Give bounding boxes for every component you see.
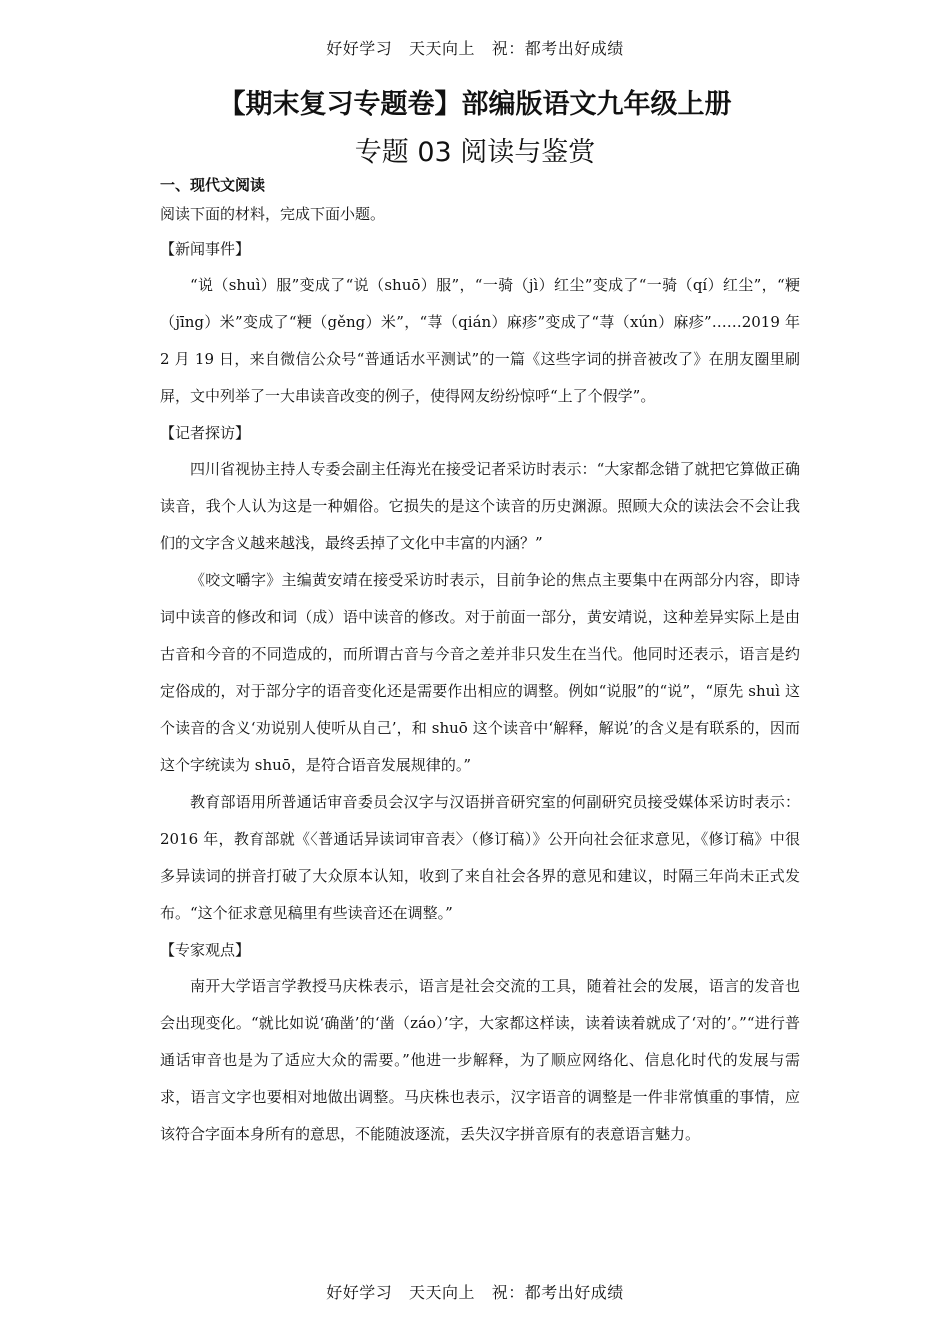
document-subtitle: 专题 03 阅读与鉴赏 [354, 137, 596, 168]
reporter-visit-label: 【记者探访】 [160, 424, 251, 442]
section-heading: 一、现代文阅读 [160, 176, 266, 194]
page-footer: 好好学习 天天向上 祝：都考出好成绩 [326, 1283, 624, 1302]
news-event-paragraph: “说（shuì）服”变成了“说（shuō）服”，“一骑（jì）红尘”变成了“一骑（qí）红尘”，“粳（jīng）米”变成了“粳（gěng）米”，“荨（qián）麻疹”变成了“荨（xún）麻疹”……2019 年 2 月 19 日，来自微信公众号“普通话水平测试”的一篇《这些字词的拼音被改了》在朋友圈里刷屏，文中列举了一大串读音改变的例子，使得网友纷纷惊呼“上了个假学”。 [160, 276, 800, 405]
page-header: 好好学习 天天向上 祝：都考出好成绩 [326, 39, 624, 58]
expert-paragraph: 南开大学语言学教授马庆株表示，语言是社会交流的工具，随着社会的发展，语言的发音也会出现变化。“就比如说‘确凿’的‘凿（záo）’字，大家都这样读，读着读着就成了‘对的’。”“进行普通话审音也是为了适应大众的需要。”他进一步解释，为了顺应网络化、信息化时代的发展与需求，语言文字也要相对地做出调整。马庆株也表示，汉字语音的调整是一件非常慎重的事情，应该符合字面本身所有的意思，不能随波逐流，丢失汉字拼音原有的表意语言魅力。 [160, 977, 800, 1143]
expert-view-label: 【专家观点】 [160, 941, 251, 959]
document-body [160, 172, 800, 1153]
document-title: 【期末复习专题卷】部编版语文九年级上册 [218, 89, 732, 120]
reading-instruction: 阅读下面的材料，完成下面小题。 [160, 205, 386, 223]
news-event-label: 【新闻事件】 [160, 240, 251, 258]
reporter-paragraph-2: 《咬文嚼字》主编黄安靖在接受采访时表示，目前争论的焦点主要集中在两部分内容，即诗词中读音的修改和词（成）语中读音的修改。对于前面一部分，黄安靖说，这种差异实际上是由古音和今音的不同造成的，而所谓古音与今音之差并非只发生在当代。他同时还表示，语言是约定俗成的，对于部分字的语音变化还是需要作出相应的调整。例如“说服”的“说”，“原先 shuì 这个读音的含义‘劝说别人使听从自己’，和 shuō 这个读音中‘解释，解说’的含义是有联系的，因而这个字统读为 shuō，是符合语音发展规律的。” [160, 571, 800, 774]
reporter-paragraph-3: 教育部语用所普通话审音委员会汉字与汉语拼音研究室的何副研究员接受媒体采访时表示：2016 年，教育部就《〈普通话异读词审音表〉（修订稿）》公开向社会征求意见，《修订稿》中很多异读词的拼音打破了大众原本认知，收到了来自社会各界的意见和建议，时隔三年尚未正式发布。“这个征求意见稿里有些读音还在调整。” [160, 793, 800, 922]
reporter-paragraph-1: 四川省视协主持人专委会副主任海光在接受记者采访时表示：“大家都念错了就把它算做正确读音，我个人认为这是一种媚俗。它损失的是这个读音的历史渊源。照顾大众的读法会不会让我们的文字含义越来越浅，最终丢掉了文化中丰富的内涵？” [160, 460, 800, 552]
